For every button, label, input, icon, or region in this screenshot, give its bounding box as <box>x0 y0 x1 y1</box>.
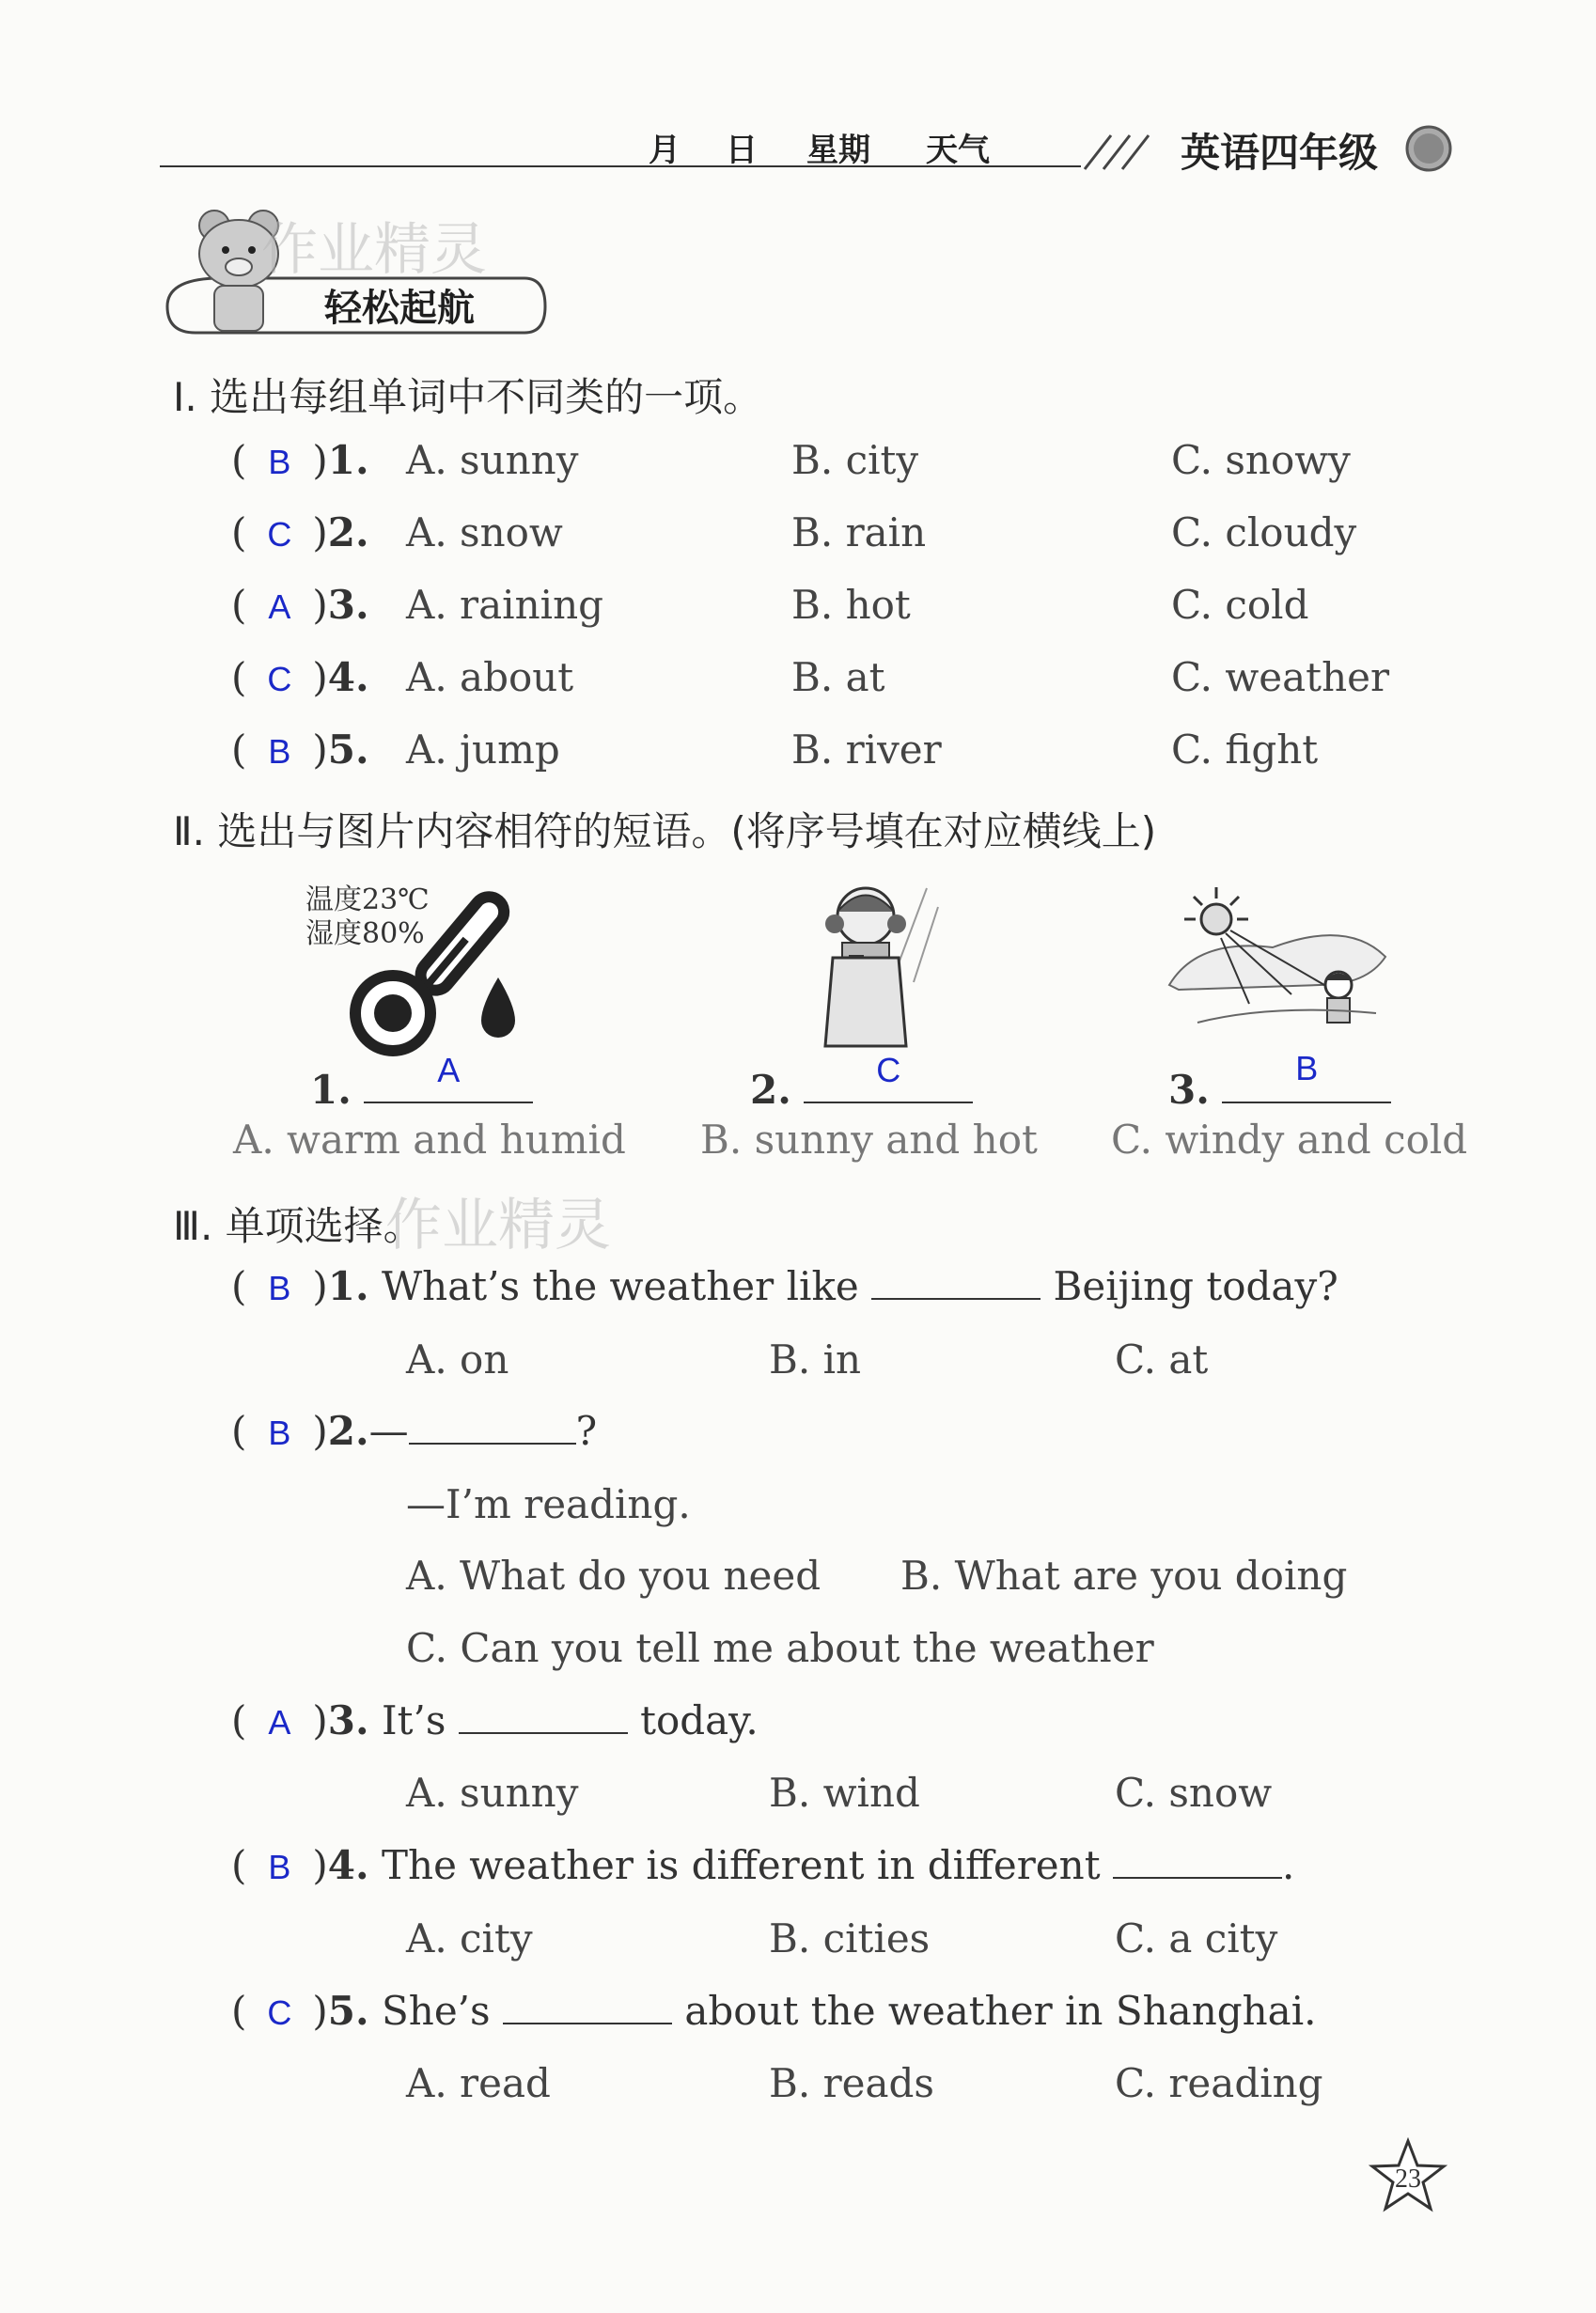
answer: A <box>437 1051 461 1089</box>
answer: B <box>268 1414 291 1452</box>
question-text: It’s <box>382 1697 446 1743</box>
question-number: 1. <box>327 1263 369 1309</box>
picture-answer-2 <box>750 1051 973 1113</box>
option-c: C. snowy <box>1171 437 1351 483</box>
question-text: The weather is different in different <box>382 1842 1101 1888</box>
option-c: C. weather <box>1171 654 1390 700</box>
option-b: B. at <box>791 654 885 700</box>
header-rule <box>160 165 1081 167</box>
mc-question-2: ( B )2.— ? <box>231 1408 598 1454</box>
answer-blank[interactable] <box>364 1051 533 1103</box>
question-number: 1. <box>327 437 369 483</box>
reply-text: —I’m reading. <box>406 1481 691 1527</box>
header-weather: 天气 <box>926 132 990 169</box>
option-a: A. on <box>406 1336 509 1383</box>
answer-blank[interactable] <box>459 1698 628 1734</box>
answer: C <box>267 1993 292 2032</box>
thermometer-icon <box>348 874 536 1062</box>
option-c: C. at <box>1115 1336 1209 1383</box>
answer-blank[interactable] <box>503 1989 672 2024</box>
option-b: B. What are you doing <box>900 1553 1348 1599</box>
answer-blank[interactable] <box>1222 1049 1391 1103</box>
list-item: ( A )3. <box>231 582 369 628</box>
mc-question-5: ( C )5. She’s about the weather in Shanghai. <box>231 1988 1317 2034</box>
option-b: B. wind <box>769 1770 920 1816</box>
option-b: B. rain <box>791 509 927 555</box>
option-c: C. cloudy <box>1171 509 1357 555</box>
section3-title: Ⅲ. 单项选择。 <box>173 1203 423 1249</box>
banner-title: 轻松起航 <box>324 287 475 330</box>
question-text: She’s <box>382 1988 491 2034</box>
slash-decoration-icon <box>1079 128 1154 171</box>
option-a: A. jump <box>406 727 560 773</box>
answer-blank[interactable] <box>1113 1843 1282 1879</box>
answer-blank[interactable] <box>409 1409 576 1445</box>
list-item: ( B )1. <box>231 437 369 483</box>
answer: B <box>268 1269 291 1307</box>
header-day: 日 <box>726 132 758 169</box>
option-b: B. cities <box>769 1915 931 1961</box>
thermometer-temperature: 温度23℃ <box>305 883 430 916</box>
question-text: What’s the weather like <box>382 1263 859 1309</box>
section1-title: Ⅰ. 选出每组单词中不同类的一项。 <box>173 374 763 420</box>
question-number: 3. <box>327 1697 369 1743</box>
option-b: B. hot <box>791 582 911 628</box>
picture-answer-1 <box>310 1051 533 1113</box>
option-c: C. reading <box>1115 2060 1323 2106</box>
answer: B <box>268 732 291 771</box>
question-number: 2. <box>327 509 369 555</box>
item-number: 2. <box>750 1067 791 1113</box>
dash: — <box>368 1408 409 1454</box>
question-number: 2. <box>327 1408 369 1454</box>
answer: A <box>268 587 291 626</box>
question-text-end: about the weather in Shanghai. <box>684 1988 1317 2034</box>
mc-question-3: ( A )3. It’s today. <box>231 1697 759 1743</box>
header-month: 月 <box>649 132 681 169</box>
option-a: A. What do you need <box>406 1553 821 1599</box>
phrase-option-b: B. sunny and hot <box>700 1117 1038 1163</box>
question-number: 3. <box>327 582 369 628</box>
girl-in-cold-icon <box>786 879 946 1053</box>
question-number: 4. <box>327 654 369 700</box>
mc-question-1: ( B )1. What’s the weather like Beijing today? <box>231 1263 1338 1309</box>
header-circle-icon <box>1404 124 1453 173</box>
question-text-end: . <box>1281 1842 1295 1888</box>
option-a: A. sunny <box>406 1770 579 1816</box>
list-item: ( C )2. <box>231 509 369 555</box>
option-a: A. city <box>406 1915 533 1961</box>
option-a: A. about <box>406 654 574 700</box>
question-number: 5. <box>327 727 369 773</box>
sunny-scene-icon <box>1160 882 1395 1037</box>
question-text-end: Beijing today? <box>1053 1263 1338 1309</box>
option-a: A. read <box>406 2060 551 2106</box>
answer-blank[interactable] <box>804 1051 973 1103</box>
option-a: A. raining <box>406 582 603 628</box>
header-grade: 英语四年级 <box>1181 130 1379 176</box>
section2-title: Ⅱ. 选出与图片内容相符的短语。(将序号填在对应横线上) <box>173 808 1157 854</box>
question-mark: ? <box>575 1408 598 1454</box>
option-a: A. snow <box>406 509 563 555</box>
phrase-option-a: A. warm and humid <box>233 1117 626 1163</box>
question-number: 4. <box>327 1842 369 1888</box>
banner-watermark: 作业精灵 <box>261 217 487 283</box>
mc-question-4: ( B )4. The weather is different in different . <box>231 1842 1295 1888</box>
option-b: B. river <box>791 727 942 773</box>
question-number: 5. <box>327 1988 369 2034</box>
page-number: 23 <box>1395 2165 1421 2194</box>
option-c: C. a city <box>1115 1915 1278 1961</box>
item-number: 3. <box>1168 1067 1210 1113</box>
option-c: C. snow <box>1115 1770 1273 1816</box>
section3-watermark: 作业精灵 <box>385 1193 611 1258</box>
answer-blank[interactable] <box>871 1264 1041 1300</box>
option-c: C. Can you tell me about the weather <box>406 1625 1154 1671</box>
answer: B <box>1295 1049 1319 1087</box>
thermometer-humidity: 湿度80% <box>305 917 425 950</box>
answer: C <box>267 660 292 698</box>
option-a: A. sunny <box>406 437 579 483</box>
option-b: B. reads <box>769 2060 934 2106</box>
option-c: C. cold <box>1171 582 1309 628</box>
option-b: B. in <box>769 1336 862 1383</box>
picture-answer-3 <box>1168 1049 1391 1113</box>
header-weekday: 星期 <box>806 132 870 169</box>
answer: A <box>268 1703 291 1742</box>
item-number: 1. <box>310 1067 352 1113</box>
list-item: ( B )5. <box>231 727 369 773</box>
option-b: B. city <box>791 437 919 483</box>
answer: B <box>268 1848 291 1886</box>
list-item: ( C )4. <box>231 654 369 700</box>
answer: C <box>876 1051 901 1089</box>
option-c: C. fight <box>1171 727 1319 773</box>
answer: B <box>268 443 291 481</box>
phrase-option-c: C. windy and cold <box>1111 1117 1468 1163</box>
answer: C <box>267 515 292 554</box>
question-text-end: today. <box>640 1697 759 1743</box>
